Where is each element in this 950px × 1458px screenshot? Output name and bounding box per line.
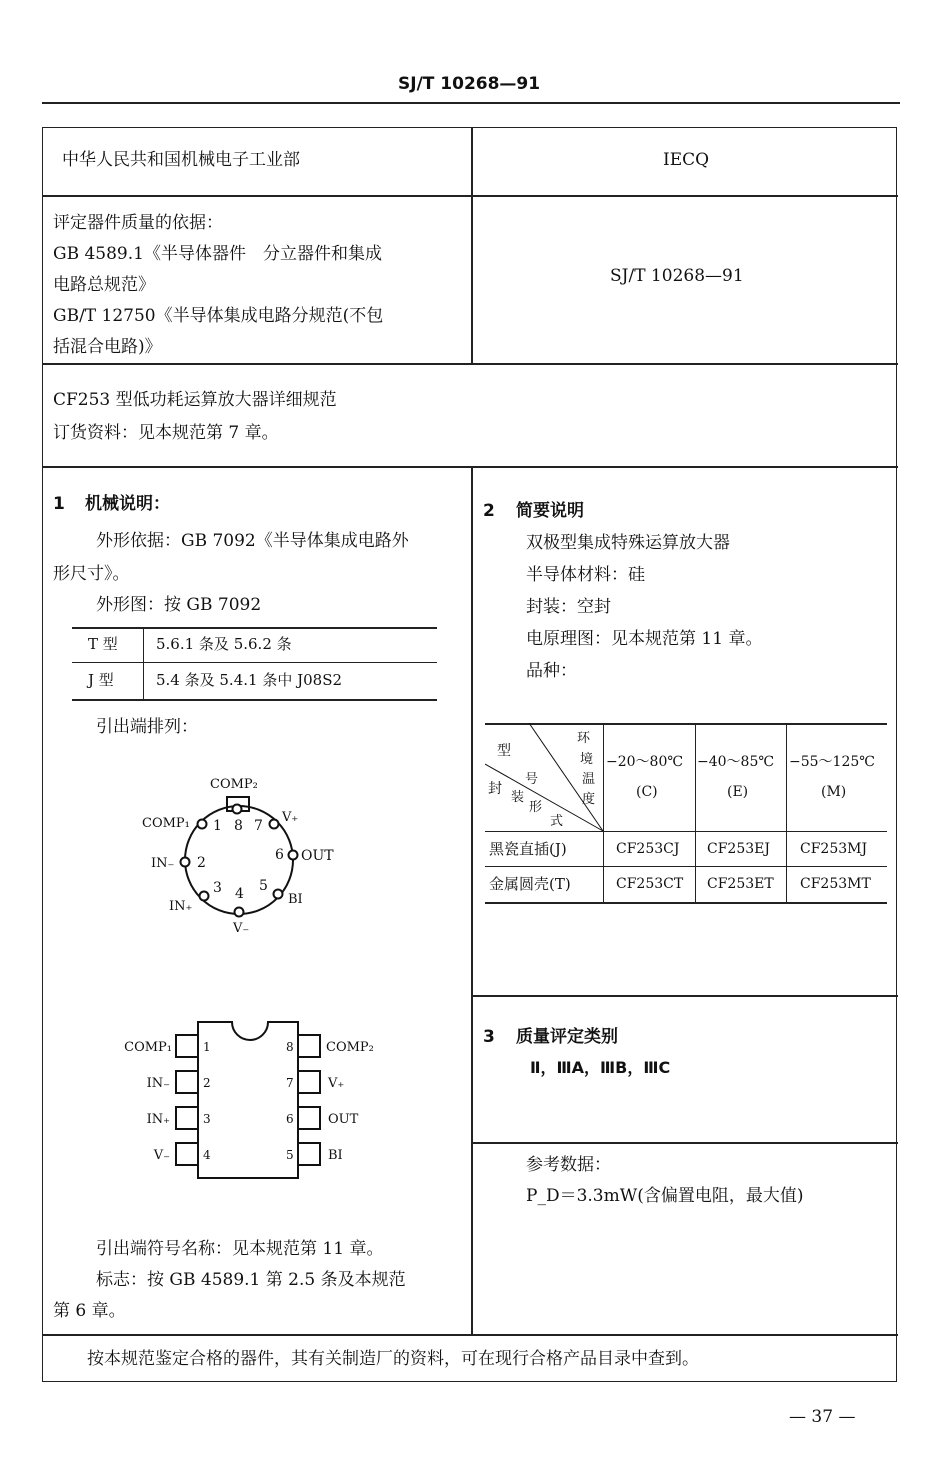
pin-8-dot — [233, 805, 242, 814]
dip-pin-num: 5 — [286, 1148, 294, 1162]
corner-xing2: 形 — [529, 800, 543, 815]
row-divider — [42, 363, 898, 365]
pin-number: 6 — [275, 847, 284, 863]
material: 半导体材料：硅 — [526, 565, 645, 585]
pin-arrangement-label: 引出端排列： — [96, 717, 198, 737]
pin-number: 8 — [234, 818, 243, 834]
sec1-num: 1 — [53, 494, 65, 514]
sec3-heading: 质量评定类别 — [516, 1027, 618, 1047]
outline-basis: 外形依据：GB 7092《半导体集成电路外 — [96, 531, 409, 551]
dip-label: V₋ — [153, 1148, 170, 1163]
dip-pin-3 — [176, 1107, 198, 1129]
outline-table-col — [143, 627, 144, 700]
dip-label: COMP₁ — [124, 1040, 172, 1055]
vt-rule — [485, 866, 887, 867]
right-divider — [472, 995, 898, 997]
basis-line: GB/T 12750《半导体集成电路分规范(不包 — [53, 306, 384, 326]
pin-number: 5 — [259, 878, 268, 894]
header-rule — [42, 102, 900, 104]
corner-xing: 型 — [497, 743, 511, 759]
corner-hj-2: 境 — [580, 752, 594, 767]
corner-hj-1: 环 — [577, 731, 591, 746]
dip-label: BI — [328, 1148, 343, 1163]
temp-code-m: (M) — [821, 784, 847, 800]
footer-note: 按本规范鉴定合格的器件，其有关制造厂的资料，可在现行合格产品目录中查到。 — [87, 1349, 699, 1369]
outline-table-rule — [72, 662, 437, 663]
corner-zhuang: 装 — [511, 790, 525, 805]
dip-pin-num: 3 — [203, 1112, 211, 1126]
dip-pin-num: 2 — [203, 1076, 211, 1090]
pin-symbol-ref: 引出端符号名称：见本规范第 11 章。 — [96, 1239, 384, 1259]
label-vplus: V₊ — [282, 810, 299, 825]
dip-label: OUT — [328, 1112, 359, 1127]
dip-pin-num: 8 — [286, 1040, 294, 1054]
dip-pin-num: 6 — [286, 1112, 294, 1126]
outline-type-t: T 型 — [88, 635, 118, 653]
vt-col — [695, 723, 696, 903]
basis-line: 评定器件质量的依据： — [53, 213, 223, 233]
variety-label: 品种： — [526, 661, 577, 681]
dip-package-diagram — [110, 1018, 400, 1183]
basis-line: 括混合电路)》 — [53, 337, 162, 357]
vt-rule — [485, 902, 887, 904]
pin-number: 3 — [213, 880, 222, 896]
pin-3-dot — [200, 892, 209, 901]
temp-code-e: (E) — [727, 784, 749, 800]
dip-pin-num: 7 — [286, 1076, 294, 1090]
dip-pin-6 — [298, 1107, 320, 1129]
dip-pin-7 — [298, 1071, 320, 1093]
order-info: 订货资料：见本规范第 7 章。 — [53, 423, 279, 443]
pin-number: 4 — [235, 886, 244, 902]
label-comp2: COMP₂ — [210, 777, 258, 792]
row-divider — [42, 1334, 898, 1336]
doc-code-header: SJ/T 10268—91 — [398, 74, 541, 94]
marking-ref-cont: 第 6 章。 — [53, 1301, 126, 1321]
dip-label: IN₊ — [146, 1112, 170, 1127]
pin-number: 1 — [213, 818, 222, 834]
pin-number: 7 — [254, 818, 263, 834]
pin-7-dot — [270, 820, 279, 829]
dip-pin-5 — [298, 1143, 320, 1165]
dip-label: V₊ — [328, 1076, 345, 1091]
vt-cell: CF253MT — [800, 876, 871, 892]
outline-table-rule — [72, 627, 437, 629]
outline-drawing: 外形图：按 GB 7092 — [96, 595, 262, 615]
outline-table-rule — [72, 699, 437, 701]
reference-title: 参考数据： — [526, 1155, 611, 1175]
dip-label: COMP₂ — [326, 1040, 374, 1055]
label-comp1: COMP₁ — [142, 816, 190, 831]
pin-6-dot — [289, 851, 298, 860]
vt-pkg-j: 黑瓷直插(J) — [489, 840, 567, 858]
ministry-name: 中华人民共和国机械电子工业部 — [62, 150, 300, 170]
vt-pkg-t: 金属圆壳(T) — [489, 875, 571, 893]
dip-pin-num: 4 — [203, 1148, 211, 1162]
pin-number: 2 — [197, 855, 206, 871]
page-number: — 37 — — [789, 1407, 856, 1427]
round-package-diagram — [130, 770, 360, 940]
spec-number: SJ/T 10268—91 — [610, 266, 744, 286]
device-desc: 双极型集成特殊运算放大器 — [526, 533, 730, 553]
basis-block — [53, 208, 383, 363]
pin-2-dot — [181, 858, 190, 867]
row-divider — [42, 466, 898, 468]
pin-5-dot — [274, 890, 283, 899]
org-name: IECQ — [663, 150, 710, 170]
dip-pin-num: 1 — [203, 1040, 211, 1054]
sec1-heading: 机械说明： — [85, 494, 170, 514]
dip-pin-2 — [176, 1071, 198, 1093]
vt-corner-diagonals — [485, 723, 604, 832]
label-inminus: IN₋ — [151, 856, 175, 871]
pin-4-dot — [235, 908, 244, 917]
spec-title: CF253 型低功耗运算放大器详细规范 — [53, 390, 337, 410]
dip-pin-8 — [298, 1035, 320, 1057]
sec2-num: 2 — [483, 501, 495, 521]
corner-hj-4: 度 — [582, 792, 596, 807]
temp-range-c: −20～80℃ — [606, 754, 684, 770]
assessment-categories: Ⅱ，ⅢA，ⅢB，ⅢC — [530, 1058, 671, 1077]
outline-type-j: J 型 — [88, 671, 114, 689]
dip-pin-1 — [176, 1035, 198, 1057]
schematic-ref: 电原理图：见本规范第 11 章。 — [526, 629, 763, 649]
corner-shi: 式 — [550, 814, 564, 829]
sec2-heading: 简要说明 — [516, 501, 584, 521]
label-vminus: V₋ — [233, 921, 250, 936]
corner-hj-3: 温 — [582, 772, 596, 787]
corner-feng: 封 — [488, 781, 502, 797]
sec3-num: 3 — [483, 1027, 495, 1047]
row-divider — [42, 195, 898, 197]
label-out: OUT — [301, 848, 334, 864]
pin-1-dot — [198, 820, 207, 829]
outline-clause-j: 5.4 条及 5.4.1 条中 J08S2 — [156, 671, 343, 689]
col-divider — [471, 466, 473, 1335]
temp-range-e: −40～85℃ — [697, 754, 775, 770]
vt-cell: CF253CJ — [616, 841, 680, 857]
vt-col — [786, 723, 787, 903]
label-inplus: IN₊ — [169, 899, 193, 914]
marking-ref: 标志：按 GB 4589.1 第 2.5 条及本规范 — [96, 1270, 406, 1290]
dip-pin-4 — [176, 1143, 198, 1165]
basis-line: 电路总规范》 — [53, 275, 155, 295]
temp-code-c: (C) — [636, 784, 658, 800]
outline-clause-t: 5.6.1 条及 5.6.2 条 — [156, 635, 292, 653]
power-dissipation: P_D＝3.3mW(含偏置电阻，最大值) — [526, 1186, 804, 1206]
vt-cell: CF253CT — [616, 876, 684, 892]
vt-cell: CF253MJ — [800, 841, 868, 857]
outline-basis-cont: 形尺寸》。 — [53, 564, 130, 584]
vt-cell: CF253EJ — [707, 841, 770, 857]
temp-range-m: −55～125℃ — [789, 754, 875, 770]
label-bi: BI — [288, 892, 303, 907]
col-divider — [471, 127, 473, 364]
dip-body — [198, 1022, 298, 1178]
dip-label: IN₋ — [146, 1076, 170, 1091]
vt-cell: CF253ET — [707, 876, 774, 892]
right-divider — [472, 1142, 898, 1144]
basis-line: GB 4589.1《半导体器件 分立器件和集成 — [53, 244, 382, 264]
package-type: 封装：空封 — [526, 597, 611, 617]
corner-hao: 号 — [525, 772, 539, 787]
